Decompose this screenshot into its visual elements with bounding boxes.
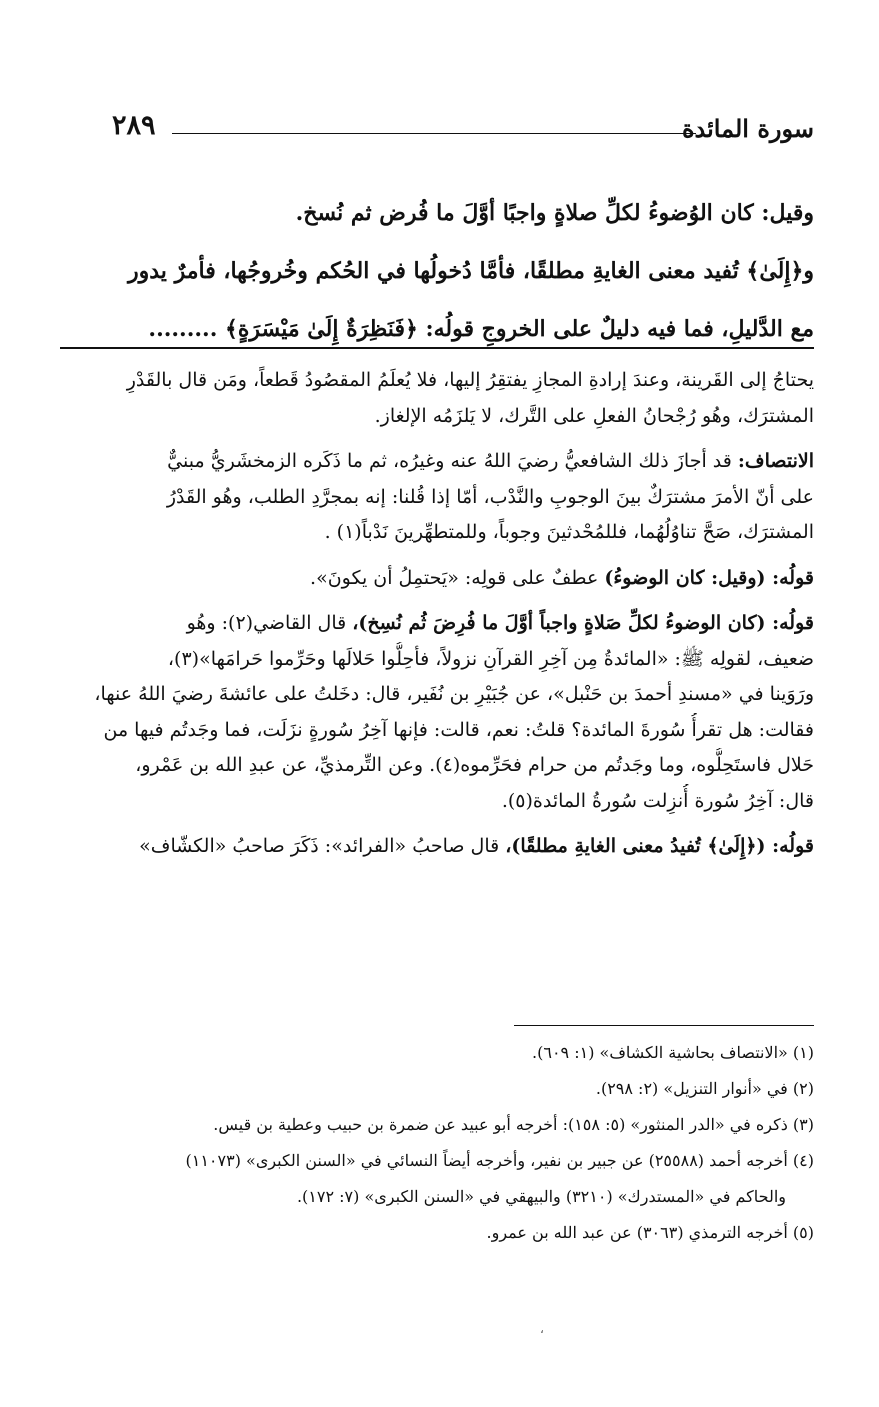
lead-phrase: قولُه: (وقيل: كان الوضوءُ) bbox=[604, 566, 814, 589]
main-line: وقيل: كان الوُضوءُ لكلِّ صلاةٍ واجبًا أوَّلَ ما فُرض ثم نُسخ. bbox=[295, 200, 814, 226]
commentary-line: فقالت: هل تقرأُ سُورةَ المائدة؟ قلتُ: نعم، قالت: فإنها آخِرُ سُورةٍ نزَلَت، فما وجَدتُم فيها من bbox=[103, 718, 814, 741]
lead-phrase: قولُه: (﴿إِلَىٰ﴾ تُفيدُ معنى الغايةِ مطلقًا)، bbox=[505, 835, 814, 857]
footnote: (٥) أخرجه الترمذي (٣٠٦٣) عن عبد الله بن عمرو. bbox=[486, 1223, 814, 1242]
lead-phrase: الانتصاف: bbox=[737, 450, 814, 472]
commentary-line: ضعيف، لقولِه ﷺ: «المائدةُ مِن آخِرِ القرآنِ نزولاً، فأحِلُّوا حَلالَها وحَرِّموا حَرامَها»(٣)، bbox=[167, 647, 814, 670]
commentary-line: قولُه: (كان الوضوءُ لكلِّ صَلاةٍ واجباً أوَّلَ ما فُرِضَ ثُم نُسِخ)، قال القاضي(٢): وهُو bbox=[186, 612, 814, 634]
footnote: (٢) في «أنوار التنزيل» (٢: ٢٩٨). bbox=[595, 1079, 814, 1098]
commentary-line: حَلال فاستَحِلُّوه، وما وجَدتُم من حرام فحَرِّموه(٤). وعن التِّرمذيِّ، عن عبدِ الله بن عَمْرو، bbox=[135, 754, 814, 776]
main-line: و﴿إِلَىٰ﴾ تُفيد معنى الغايةِ مطلقًا، فأمَّا دُخولُها في الحُكم وخُروجُها، فأمرٌ يدور bbox=[128, 258, 814, 284]
main-line: مع الدَّليلِ، فما فيه دليلٌ على الخروجِ قولُه: ﴿فَنَظِرَةٌ إِلَىٰ مَيْسَرَةٍ﴾ ......... bbox=[148, 316, 814, 342]
main-text-divider bbox=[60, 347, 814, 349]
commentary-line: قولُه: (﴿إِلَىٰ﴾ تُفيدُ معنى الغايةِ مطلقًا)، قال صاحبُ «الفرائد»: ذَكَرَ صاحبُ «الكشّاف» bbox=[139, 835, 814, 857]
lead-phrase: قولُه: (كان الوضوءُ لكلِّ صَلاةٍ واجباً أوَّلَ ما فُرِضَ ثُم نُسِخ)، bbox=[352, 612, 814, 634]
commentary-line: المشترَك، وهُو رُجْحانُ الفعلِ على التَّرك، لا يَلزَمُه الإلغاز. bbox=[374, 404, 814, 427]
commentary-line: على أنّ الأمرَ مشترَكٌ بينَ الوجوبِ والنَّدْب، أمّا إذا قُلنا: إنه بمجرَّدِ الطلب، وهُو القَدْرُ bbox=[166, 485, 814, 508]
header-rule bbox=[172, 133, 696, 134]
footnote: (٤) أخرجه أحمد (٢٥٥٨٨) عن جبير بن نفير، وأخرجه أيضاً النسائي في «السنن الكبرى» (١١٠٧٣) bbox=[185, 1151, 814, 1170]
footnote-continuation: والحاكم في «المستدرك» (٣٢١٠) والبيهقي في «السنن الكبرى» (٧: ١٧٢). bbox=[296, 1187, 786, 1206]
commentary-line: يحتاجُ إلى القَرينة، وعندَ إرادةِ المجازِ يفتقِرُ إليها، فلا يُعلَمُ المقصُودُ قَطعاً، ومَن قال بالقَدْرِ bbox=[126, 369, 814, 391]
commentary-line: المشترَك، صَحَّ تناوُلُهُما، فللمُحْدثينَ وجوباً، وللمتطهِّرينَ نَدْباً(١) . bbox=[324, 521, 814, 543]
commentary-line: الانتصاف: قد أجازَ ذلك الشافعيُّ رضيَ اللهُ عنه وغيرُه، ثم ما ذَكَره الزمخشَريُّ مبنيٌّ bbox=[167, 450, 814, 472]
commentary-line: ورَوَينا في «مسندِ أحمدَ بن حَنْبل»، عن جُبَيْرِ بن نُفَير، قال: دخَلتُ على عائشةَ رضيَ اللهُ عنها، bbox=[94, 683, 814, 705]
surah-title: سورة المائدة bbox=[681, 114, 814, 143]
commentary bbox=[60, 363, 814, 865]
page-header bbox=[112, 110, 814, 150]
footnote: (٣) ذكره في «الدر المنثور» (٥: ١٥٨): أخرجه أبو عبيد عن ضمرة بن حبيب وعطية بن قيس. bbox=[213, 1115, 814, 1134]
commentary-line: قولُه: (وقيل: كان الوضوءُ) عطفٌ على قولِه: «يَحتمِلُ أن يكونَ». bbox=[310, 566, 814, 589]
commentary-line: قال: آخِرُ سُورة أُنزِلت سُورةُ المائدة(٥). bbox=[501, 789, 814, 812]
footnote-rule bbox=[514, 1025, 814, 1026]
bottom-mark: ، bbox=[540, 1322, 544, 1336]
main-text bbox=[60, 184, 814, 358]
footnote: (١) «الانتصاف بحاشية الكشاف» (١: ٦٠٩). bbox=[532, 1043, 814, 1062]
page-number: ٢٨٩ bbox=[112, 110, 156, 141]
footnotes bbox=[60, 1035, 814, 1251]
